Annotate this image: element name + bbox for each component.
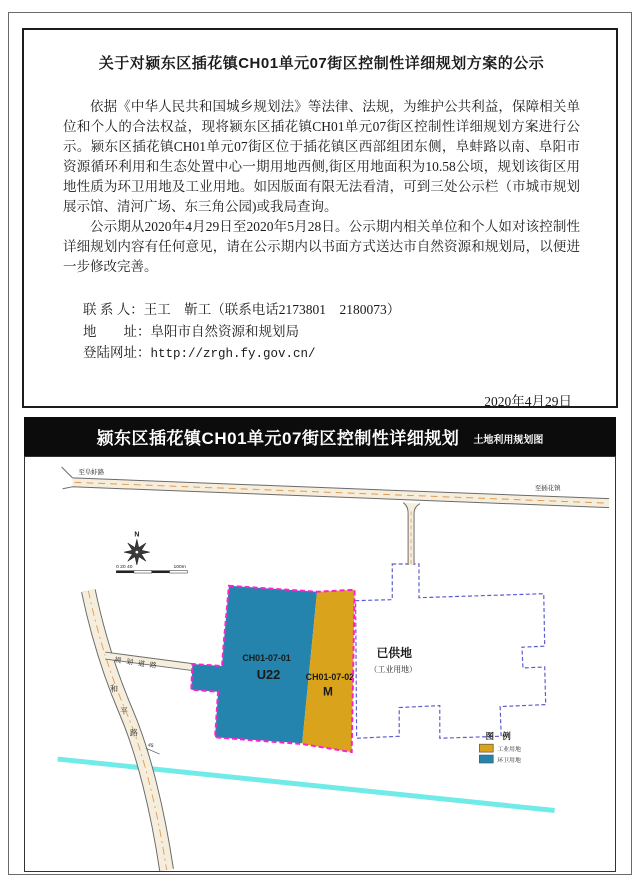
fubang-road [62, 467, 609, 508]
scale-segment [152, 570, 170, 573]
contact-block [63, 299, 580, 366]
land-use-map [24, 456, 616, 872]
planned-road [105, 652, 195, 671]
road-surface [88, 591, 166, 870]
notice-body [63, 97, 580, 277]
map-subtitle: 土地利用规划图 [473, 434, 544, 446]
scale-segment [116, 570, 134, 573]
heping-road-char-3: 路 [129, 728, 138, 738]
legend-label-sanitation: 环卫用地 [497, 758, 521, 765]
address-line [83, 321, 580, 343]
notice-document [22, 28, 618, 408]
industrial-parcel-use-code: M [322, 684, 333, 699]
notice-paragraph-1: 依据《中华人民共和国城乡规划法》等法律、法规，为维护公共利益，保障相关单位和个人的合法权益，现将颍东区插花镇CH01单元07街区控制性详细规划方案进行公示。颍东区插花镇CH01单元07街区位于插花镇区西部组团东侧，阜蚌路以南、阜阳市资源循环利用和生态处置中心一期用地西侧,街区用地面积为10.58公顷，规划该街区用地性质为环卫用地及工业用地。如因版面有限无法看清，可到三处公示栏（市城市规划展示馆、清河广场、东三角公园)或我局查询。 [63, 99, 580, 214]
heping-road [88, 591, 166, 870]
legend-label-industrial: 工业用地 [497, 747, 521, 754]
supplied-parcel [356, 564, 546, 738]
scale-segment [170, 570, 188, 573]
north-compass [124, 531, 150, 565]
supplied-parcel-note: （工业用地） [369, 664, 417, 674]
map-canvas [25, 457, 615, 871]
map-titlebar [24, 417, 616, 456]
road-label-to-chahua: 至插花镇 [534, 484, 561, 492]
scale-segment [134, 570, 152, 573]
scale-ticks: 0 20 40 [116, 564, 133, 570]
heping-road-char-1: 和 [110, 684, 119, 694]
map-title: 颍东区插花镇CH01单元07街区控制性详细规划 [96, 429, 460, 448]
map-legend [479, 731, 521, 764]
address-label: 地 址： [83, 323, 151, 339]
legend-swatch-sanitation [479, 755, 493, 763]
sanitation-parcel-code: CH01-07-01 [242, 653, 291, 664]
scale-bar [116, 564, 187, 573]
access-road [403, 503, 420, 565]
road-label-to-fubang: 至阜蚌路 [78, 468, 105, 476]
website-url-link[interactable]: http://zrgh.fy.gov.cn/ [150, 347, 316, 361]
website-label: 登陆网址： [83, 345, 151, 360]
heping-road-char-2: 平 [120, 706, 128, 716]
notice-paragraph-2: 公示期从2020年4月29日至2020年5月28日。公示期内相关单位和个人如对该控制性详细规划内容有任何意见，请在公示期内以书面方式送达市自然资源和规划局，以便进一步修改完善。 [63, 219, 580, 274]
notice-date: 2020年4月29日 [484, 393, 572, 409]
address-value: 阜阳市自然资源和规划局 [150, 323, 299, 339]
legend-swatch-industrial [479, 744, 493, 752]
notice-title: 关于对颍东区插花镇CH01单元07街区控制性详细规划方案的公示 [98, 55, 545, 72]
road-width-dimension-label: 45 [147, 743, 154, 750]
sanitation-parcel-use-code: U22 [256, 666, 281, 682]
planned-road-label: 规划道路 [113, 657, 162, 671]
north-label: N [134, 531, 140, 539]
water-line [58, 759, 555, 810]
legend-title: 图 例 [485, 731, 511, 742]
scale-end-label: 100m [173, 564, 186, 570]
compass-center [135, 551, 138, 554]
industrial-parcel-code: CH01-07-02 [305, 671, 355, 682]
contact-person-line: 联 系 人：王工 靳工（联系电话2173801 2180073） [83, 302, 401, 317]
supplied-parcel-name: 已供地 [376, 646, 413, 661]
website-line [83, 342, 580, 366]
